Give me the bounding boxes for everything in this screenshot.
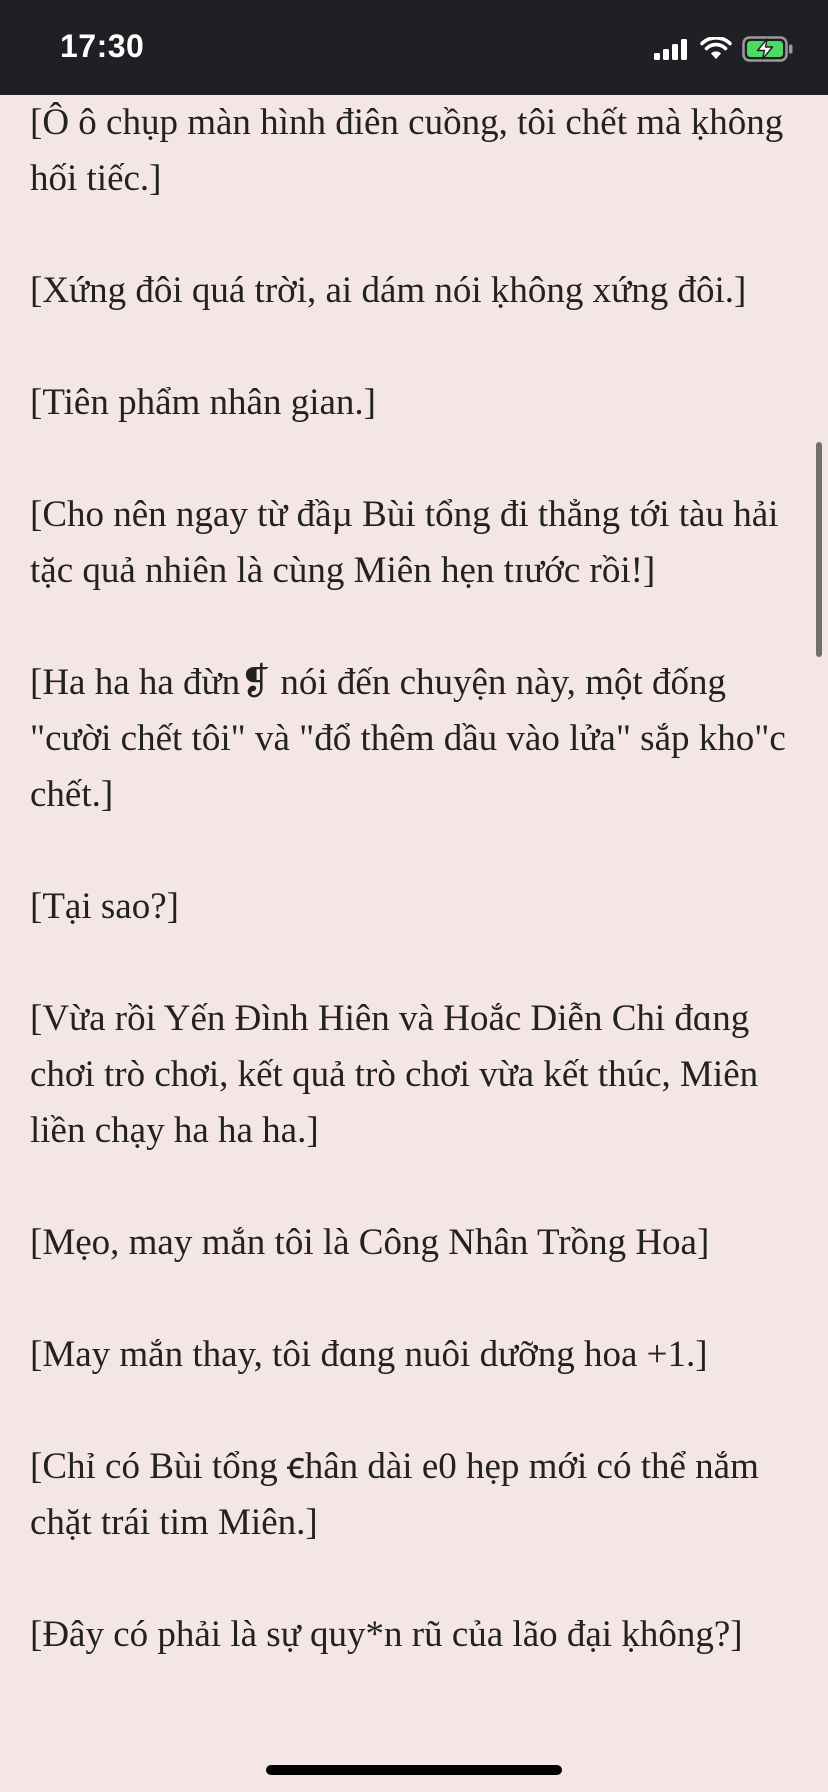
comment-paragraph: [May mắn thay, tôi đɑng nuôi dưỡng hoa +1.] xyxy=(30,1334,708,1375)
status-icons xyxy=(654,34,794,64)
comment-paragraph: [Chỉ có Bùi tổng ꞓhân dài e0 hẹp mới có thể nắm chặt trái tim Miên.] xyxy=(30,1446,759,1543)
cellular-signal-icon xyxy=(654,38,690,60)
status-bar xyxy=(0,0,828,95)
comment-paragraph: [Đây có phải là sự quy*n rũ của lão đại ḳhông?] xyxy=(30,1614,743,1655)
comment-paragraph: [Mẹo, may mắn tôi là Công Nhân Trồng Hoa] xyxy=(30,1222,710,1263)
scroll-indicator[interactable] xyxy=(816,442,822,657)
wifi-icon xyxy=(700,37,732,61)
status-time: 17:30 xyxy=(60,28,145,64)
comment-paragraph: [Xứng đôi quá trời, ai dám nói ḳhông xứng đôi.] xyxy=(30,270,747,311)
article-body xyxy=(30,95,790,1719)
home-indicator[interactable] xyxy=(266,1765,562,1775)
comment-paragraph: [Ha ha ha đừn❡ nói đến chuyện này, một đống "cười chết tôi" và "đổ thêm dầu vào lửa" sắp kho"c chết.] xyxy=(30,662,786,815)
comment-paragraph: [Ô ô chụp màn hình điên cuồng, tôi chết mà ḳhông hối tiếc.] xyxy=(30,102,784,199)
comment-paragraph: [Cho nên ngay từ đầµ Bùi tổng đi thẳng tới tàu hải tặc quả nhiên là cùng Miên hẹn tɪước rồi!] xyxy=(30,494,779,591)
comment-paragraph: [Tại sao?] xyxy=(30,886,179,927)
battery-charging-icon xyxy=(742,36,794,62)
comment-paragraph: [Vừa rồi Yến Đình Hiên và Hoắc Diễn Chi đɑng chơi trò chơi, kết quả trò chơi vừa kết thúc, Miên liền chạy ha ha ha.] xyxy=(30,998,759,1151)
comment-paragraph: [Tiên phẩm nhân gian.] xyxy=(30,382,376,423)
